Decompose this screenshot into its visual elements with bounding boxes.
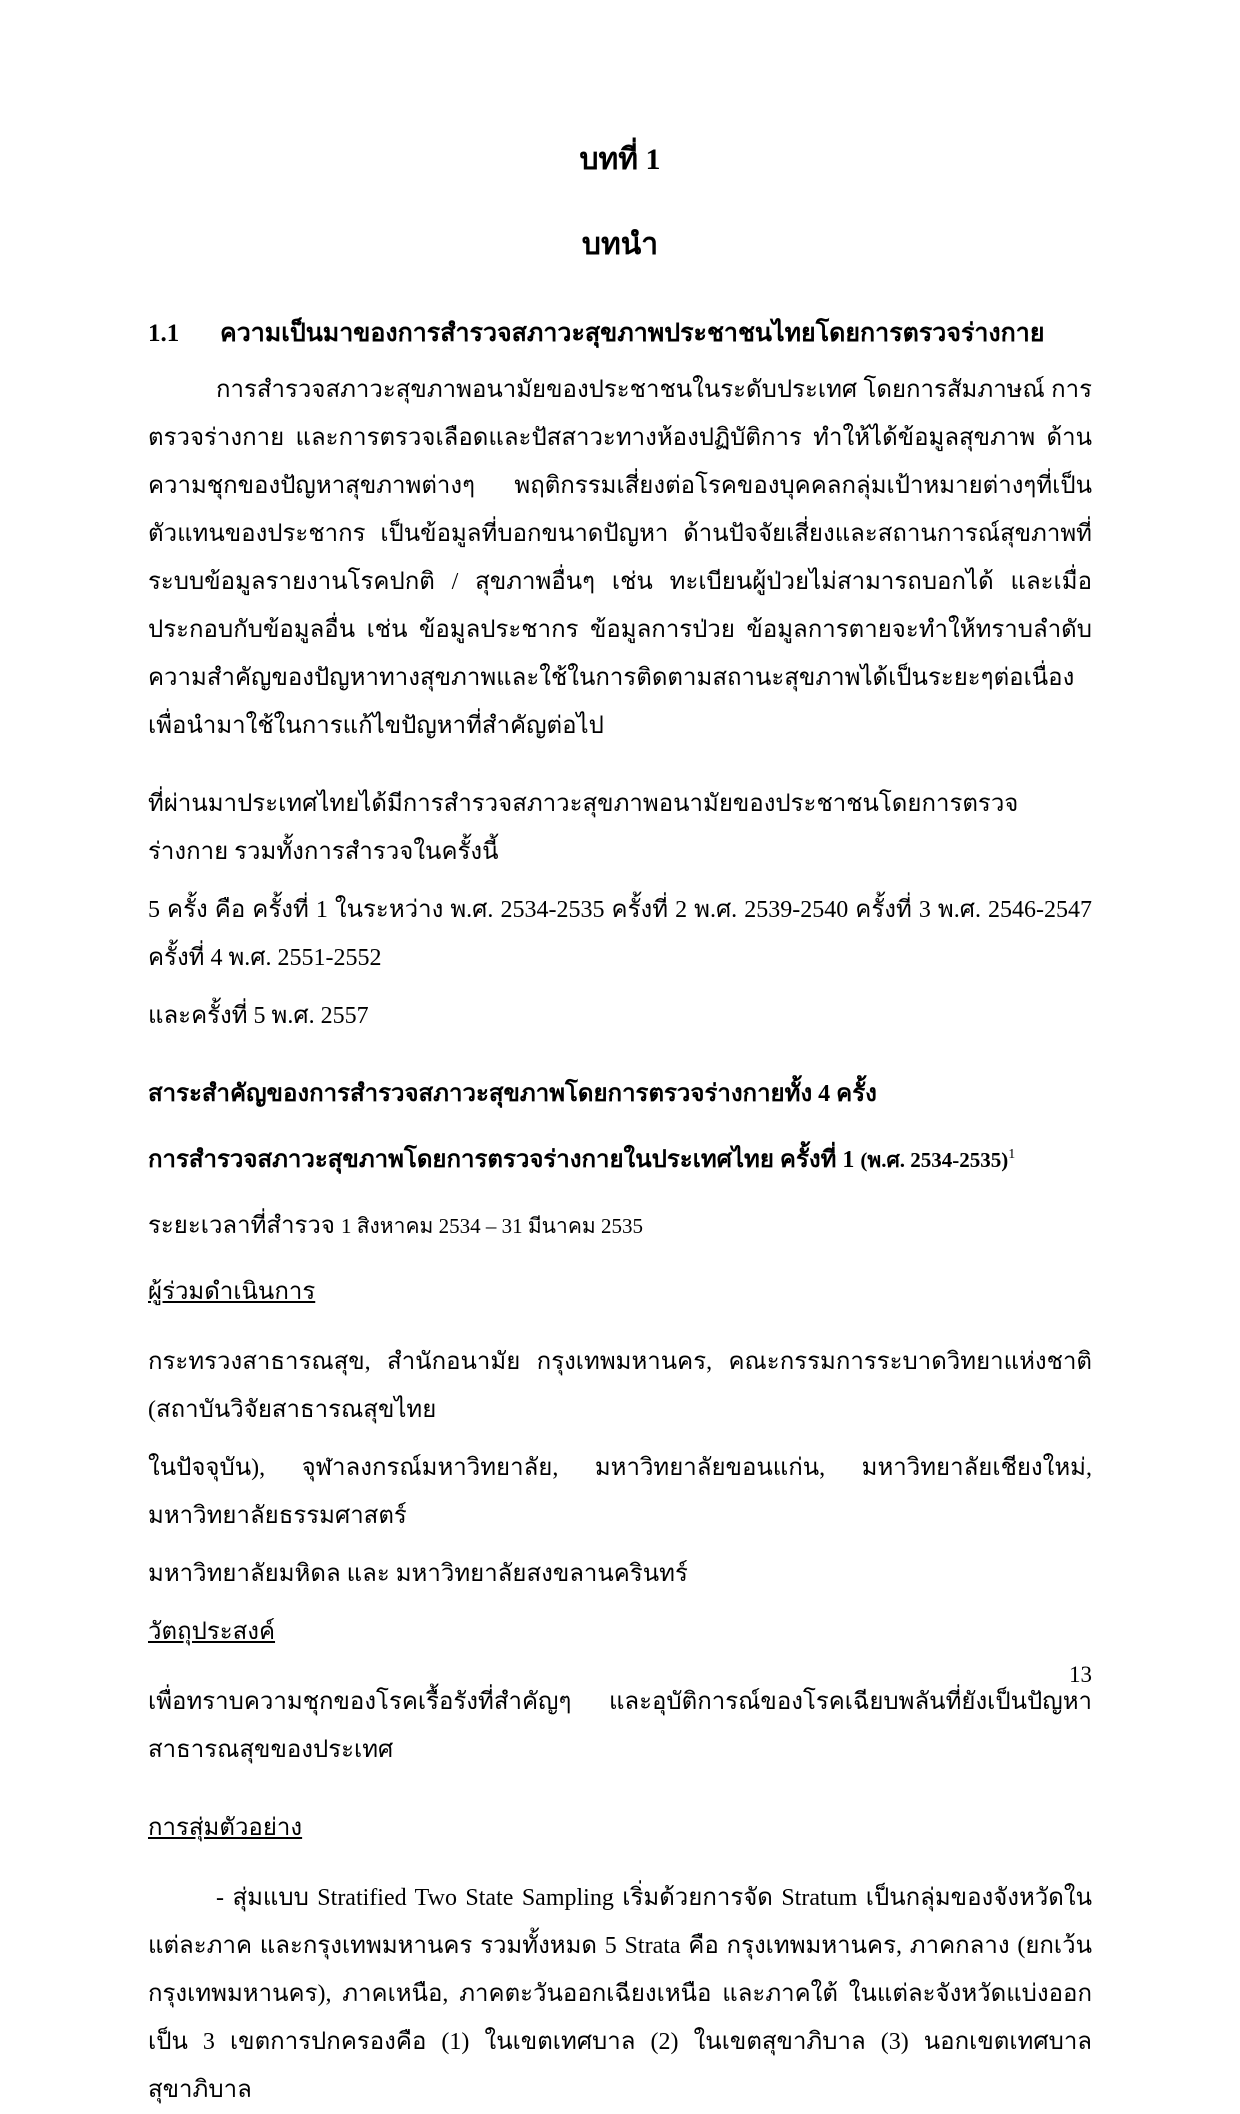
key-content-heading: สาระสำคัญของการสำรวจสภาวะสุขภาพโดยการตรวจร่างกายทั้ง 4 ครั้ง [148, 1081, 877, 1108]
page-number: 13 [1069, 1662, 1092, 1687]
sampling-text: - สุ่มแบบ Stratified Two State Sampling เริ่มด้วยการจัด Stratum เป็นกลุ่มของจังหวัดในแต่ละภาค และกรุงเทพมหานคร รวมทั้งหมด 5 Strata คือ กรุงเทพมหานคร, ภาคกลาง (ยกเว้นกรุงเทพมหานคร), ภาคเหนือ, ภาคตะวันออกเฉียงเหนือ และภาคใต้ ในแต่ละจังหวัดแบ่งออกเป็น 3 เขตการปกครองคือ (1) ในเขตเทศบาล (2) ในเขตสุขาภิบาล (3) นอกเขตเทศบาล สุขาภิบาล [148, 1885, 1092, 2104]
sampling-heading-wrap [148, 1804, 1092, 1864]
survey-round-1-years: (พ.ศ. 2534-2535) [860, 1148, 1009, 1173]
sampling-heading: การสุ่มตัวอย่าง [148, 1815, 303, 1842]
chapter-subtitle: บทนำ [581, 228, 659, 261]
participants-heading-wrap [148, 1268, 1092, 1328]
objective-heading: วัตถุประสงค์ [148, 1619, 276, 1646]
participants-line-2: ในปัจจุบัน), จุฬาลงกรณ์มหาวิทยาลัย, มหาวิทยาลัยขอนแก่น, มหาวิทยาลัยเชียงใหม่, มหาวิทยาลัยธรรมศาสตร์ [148, 1455, 1092, 1530]
participants-line-3: มหาวิทยาลัยมหิดล และ มหาวิทยาลัยสงขลานครินทร์ [148, 1561, 688, 1588]
history-paragraph-line-1: ที่ผ่านมาประเทศไทยได้มีการสำรวจสภาวะสุขภาพอนามัยของประชาชนโดยการตรวจร่างกาย รวมทั้งการสำรวจในครั้งนี้ [148, 791, 1019, 866]
history-paragraph-line-3: และครั้งที่ 5 พ.ศ. 2557 [148, 1003, 369, 1030]
section-title: ความเป็นมาของการสำรวจสภาวะสุขภาพประชาชนไทยโดยการตรวจร่างกาย [220, 320, 1045, 347]
survey-round-1-title: การสำรวจสภาวะสุขภาพโดยการตรวจร่างกายในประเทศไทย ครั้งที่ 1 [148, 1147, 855, 1174]
participants-line-1: กระทรวงสาธารณสุข, สำนักอนามัย กรุงเทพมหานคร, คณะกรรมการระบาดวิทยาแห่งชาติ (สถาบันวิจัยสาธารณสุขไทย [148, 1349, 1092, 1424]
survey-round-1-heading [148, 1136, 1092, 1184]
intro-paragraph: การสำรวจสภาวะสุขภาพอนามัยของประชาชนในระดับประเทศ โดยการสัมภาษณ์ การตรวจร่างกาย และการตรวจเลือดและปัสสาวะทางห้องปฏิบัติการ ทำให้ได้ข้อมูลสุขภาพ ด้านความชุกของปัญหาสุขภาพต่างๆ พฤติกรรมเสี่ยงต่อโรคของบุคคลกลุ่มเป้าหมายต่างๆที่เป็นตัวแทนของประชากร เป็นข้อมูลที่บอกขนาดปัญหา ด้านปัจจัยเสี่ยงและสถานการณ์สุขภาพที่ระบบข้อมูลรายงานโรคปกติ / สุขภาพอื่นๆ เช่น ทะเบียนผู้ป่วยไม่สามารถบอกได้ และเมื่อประกอบกับข้อมูลอื่น เช่น ข้อมูลประชากร ข้อมูลการป่วย ข้อมูลการตายจะทำให้ทราบลำดับความสำคัญของปัญหาทางสุขภาพและใช้ในการติดตามสถานะสุขภาพได้เป็นระยะๆต่อเนื่องเพื่อนำมาใช้ในการแก้ไขปัญหาที่สำคัญต่อไป [148, 377, 1092, 740]
objective-heading-wrap [148, 1608, 1092, 1668]
objective-text: เพื่อทราบความชุกของโรคเรื้อรังที่สำคัญๆ และอุบัติการณ์ของโรคเฉียบพลันที่ยังเป็นปัญหาสาธารณสุขของประเทศ [148, 1689, 1092, 1764]
chapter-title: บทที่ 1 [579, 143, 661, 176]
section-heading [148, 316, 1092, 352]
survey-period-value: 1 สิงหาคม 2534 – 31 มีนาคม 2535 [340, 1214, 643, 1239]
footnote-marker: 1 [1008, 1147, 1016, 1163]
survey-period-label: ระยะเวลาที่สำรวจ [148, 1213, 335, 1240]
section-number: 1.1 [148, 320, 180, 347]
history-paragraph-line-2: 5 ครั้ง คือ ครั้งที่ 1 ในระหว่าง พ.ศ. 2534-2535 ครั้งที่ 2 พ.ศ. 2539-2540 ครั้งที่ 3 พ.ศ. 2546-2547 ครั้งที่ 4 พ.ศ. 2551-2552 [148, 897, 1092, 972]
survey-period-line [148, 1202, 1092, 1250]
participants-heading: ผู้ร่วมดำเนินการ [148, 1279, 316, 1306]
